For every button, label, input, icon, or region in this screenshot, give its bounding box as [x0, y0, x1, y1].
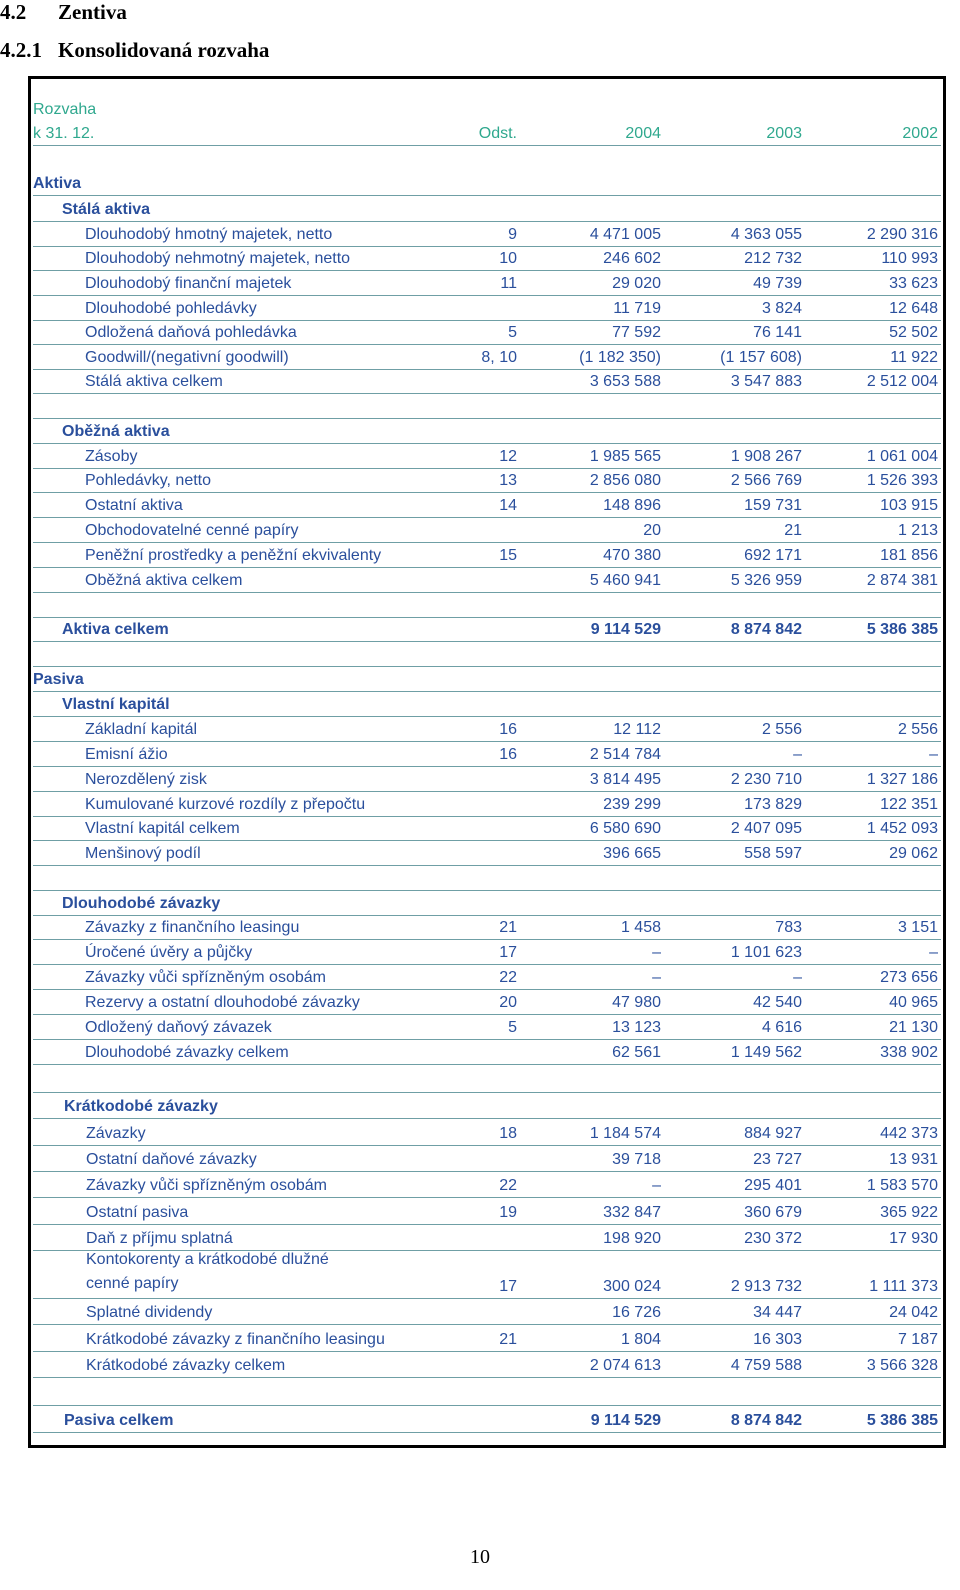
row-value-2002: 273 656 [880, 969, 938, 986]
table-row [33, 988, 941, 1015]
section-number: 4.2 [0, 0, 27, 24]
row-value-2002: 12 648 [889, 300, 938, 317]
row-value-2002: 29 062 [889, 845, 938, 862]
row-value-2003: 884 927 [744, 1125, 802, 1142]
row-note: 14 [499, 497, 517, 514]
row-value-2003: 16 303 [753, 1331, 802, 1348]
table-row [33, 294, 941, 321]
row-value-2002: 1 327 186 [866, 771, 938, 788]
row-value-2002: 1 111 373 [869, 1278, 938, 1295]
row-label: Goodwill/(negativní goodwill) [85, 349, 289, 366]
row-label: Závazky vůči spřízněným osobám [86, 1177, 327, 1194]
row-value-2004: 1 184 574 [589, 1125, 661, 1142]
table-title-row [33, 99, 941, 121]
row-value-2004: 3 814 495 [589, 771, 661, 788]
row-label: Emisní ážio [85, 746, 168, 763]
section-row-pasiva [33, 665, 941, 692]
row-value-2003: 4 363 055 [730, 226, 802, 243]
row-label: Aktiva [33, 175, 82, 192]
row-value-2003: 783 [775, 919, 802, 936]
row-value-2002: 17 930 [889, 1230, 938, 1247]
row-value-2003: 2 556 [761, 721, 802, 738]
row-label: Pasiva celkem [64, 1412, 174, 1429]
row-value-2004: 246 602 [603, 250, 661, 267]
row-value-2003: 159 731 [744, 497, 802, 514]
row-value-2002: 7 187 [897, 1331, 938, 1348]
row-note: 15 [499, 547, 517, 564]
row-value-2002: 13 931 [889, 1151, 938, 1168]
table-row [33, 839, 941, 866]
row-value-2002: 5 386 385 [866, 1412, 938, 1429]
row-value-2002: 1 526 393 [866, 472, 938, 489]
row-value-2004: 4 471 005 [589, 226, 661, 243]
table-row [33, 1250, 941, 1299]
table-row [33, 1224, 941, 1251]
row-value-2004: 47 980 [612, 994, 661, 1011]
row-value-2004: 5 460 941 [589, 572, 661, 589]
table-row [33, 938, 941, 965]
row-value-2003: 2 230 710 [730, 771, 802, 788]
spacer-row [33, 392, 941, 419]
row-value-2002: 1 452 093 [866, 820, 938, 837]
table-row [33, 1171, 941, 1198]
row-value-2003: 5 326 959 [730, 572, 802, 589]
section-heading [0, 0, 127, 25]
row-value-2002: 21 130 [889, 1019, 938, 1036]
row-value-2002: 103 915 [880, 497, 938, 514]
spacer-row [33, 591, 941, 618]
row-value-2003: 1 908 267 [730, 448, 802, 465]
spacer-row [33, 640, 941, 667]
row-value-2002: 365 922 [880, 1204, 938, 1221]
table-row [33, 715, 941, 742]
row-label-line1: Kontokorenty a krátkodobé dlužné [86, 1251, 329, 1268]
row-value-2003: 3 824 [761, 300, 802, 317]
row-value-2003: 360 679 [744, 1204, 802, 1221]
row-value-2002: 52 502 [889, 324, 938, 341]
subtotal-row [33, 1038, 941, 1065]
row-value-2003: 2 913 732 [730, 1278, 802, 1295]
row-value-2002: 3 566 328 [866, 1357, 938, 1374]
row-label: Stálá aktiva [62, 201, 151, 218]
row-note: 18 [499, 1125, 517, 1142]
row-note: 17 [499, 1278, 517, 1295]
subsection-heading [0, 38, 269, 63]
page-number: 10 [470, 1546, 490, 1568]
row-label: Ostatní aktiva [85, 497, 183, 514]
row-value-2002: 2 556 [897, 721, 938, 738]
row-value-2003: 4 759 588 [730, 1357, 802, 1374]
row-note: 11 [500, 275, 517, 292]
table-row [33, 1013, 941, 1040]
row-label: Krátkodobé závazky celkem [86, 1357, 286, 1374]
row-value-2002: 5 386 385 [866, 621, 938, 638]
row-label: Dlouhodobé pohledávky [85, 300, 257, 317]
row-note: 16 [499, 746, 517, 763]
table-row [33, 244, 941, 271]
row-value-2004: 16 726 [612, 1304, 661, 1321]
row-value-2002: 181 856 [880, 547, 938, 564]
row-label: Splatné dividendy [86, 1304, 213, 1321]
row-label: Závazky vůči spřízněným osobám [85, 969, 326, 986]
table-row [33, 1198, 941, 1225]
row-value-2004: 332 847 [603, 1204, 661, 1221]
row-value-2004: 20 [643, 522, 661, 539]
table-date-label: k 31. 12. [33, 125, 95, 142]
row-note: 5 [508, 324, 517, 341]
row-value-2004: 62 561 [612, 1044, 661, 1061]
row-label: Dlouhodobý nehmotný majetek, netto [85, 250, 351, 267]
table-row [33, 541, 941, 568]
row-value-2003: 34 447 [753, 1304, 802, 1321]
row-value-2003: 212 732 [744, 250, 802, 267]
row-note: 13 [499, 472, 517, 489]
row-label: Vlastní kapitál celkem [85, 820, 240, 837]
row-note: 8, 10 [481, 349, 517, 366]
row-value-2002: 33 623 [889, 275, 938, 292]
table-row [33, 1298, 941, 1325]
total-row-pasiva [33, 1405, 941, 1433]
row-value-2002: 11 922 [890, 349, 938, 366]
row-label: Pasiva [33, 671, 84, 688]
row-value-2004: 29 020 [612, 275, 661, 292]
row-value-2003: 230 372 [744, 1230, 802, 1247]
row-value-2003: 2 566 769 [730, 472, 802, 489]
row-value-2004: (1 182 350) [579, 349, 661, 366]
row-value-2002: 1 213 [897, 522, 938, 539]
row-value-2004: 148 896 [603, 497, 661, 514]
row-value-2003: 49 739 [753, 275, 802, 292]
row-value-2004: 1 458 [620, 919, 661, 936]
table-row [33, 963, 941, 990]
row-note: 20 [499, 994, 517, 1011]
row-value-2003: 8 874 842 [730, 1412, 802, 1429]
row-label: Ostatní pasiva [86, 1204, 189, 1221]
row-value-2002: 2 512 004 [866, 373, 938, 390]
table-row [33, 516, 941, 543]
row-note: 16 [499, 721, 517, 738]
row-label: Aktiva celkem [62, 621, 169, 638]
row-label: Odložený daňový závazek [85, 1019, 272, 1036]
group-row-kratkodobe-zavazky [33, 1092, 941, 1119]
row-note: 9 [508, 226, 517, 243]
row-note: 19 [499, 1204, 517, 1221]
row-value-2004: 1 985 565 [589, 448, 661, 465]
row-note: 21 [499, 919, 517, 936]
row-value-2004: 77 592 [612, 324, 661, 341]
row-label: Obchodovatelné cenné papíry [85, 522, 299, 539]
row-value-2003: 173 829 [744, 796, 802, 813]
row-value-2002: – [929, 746, 938, 763]
row-note: 22 [499, 969, 517, 986]
row-value-2003: 8 874 842 [730, 621, 802, 638]
table-row [33, 1145, 941, 1172]
table-row [33, 765, 941, 792]
row-label: Peněžní prostředky a peněžní ekvivalenty [85, 547, 382, 564]
section-title: Zentiva [58, 0, 127, 24]
row-value-2003: 23 727 [753, 1151, 802, 1168]
row-value-2004: 11 719 [613, 300, 661, 317]
row-label: Krátkodobé závazky z finančního leasingu [86, 1331, 385, 1348]
row-label: Úročené úvěry a půjčky [85, 944, 253, 961]
row-value-2004: 239 299 [603, 796, 661, 813]
row-value-2004: 3 653 588 [589, 373, 661, 390]
row-value-2003: 3 547 883 [730, 373, 802, 390]
group-row-vlastni-kapital [33, 690, 941, 717]
row-value-2002: 24 042 [889, 1304, 938, 1321]
row-value-2004: 13 123 [612, 1019, 661, 1036]
row-value-2004: 396 665 [603, 845, 661, 862]
row-value-2002: 2 290 316 [866, 226, 938, 243]
row-label: Daň z příjmu splatná [86, 1230, 233, 1247]
row-value-2004: – [652, 969, 661, 986]
row-value-2003: 2 407 095 [730, 820, 802, 837]
subsection-number: 4.2.1 [0, 38, 42, 62]
row-value-2002: 442 373 [880, 1125, 938, 1142]
header-year-2004: 2004 [625, 125, 661, 142]
row-label: Oběžná aktiva [62, 423, 170, 440]
row-value-2004: 2 856 080 [589, 472, 661, 489]
row-label: Závazky z finančního leasingu [85, 919, 300, 936]
row-value-2004: 470 380 [603, 547, 661, 564]
row-label: Stálá aktiva celkem [85, 373, 223, 390]
row-label: Dlouhodobé závazky [62, 895, 221, 912]
row-note: 22 [499, 1177, 517, 1194]
row-value-2003: (1 157 608) [720, 349, 802, 366]
subsection-title: Konsolidovaná rozvaha [58, 38, 270, 62]
subtotal-row [33, 814, 941, 841]
balance-sheet-table [28, 76, 946, 1448]
section-row-aktiva [33, 169, 941, 196]
row-value-2004: 2 074 613 [589, 1357, 661, 1374]
row-label: Oběžná aktiva celkem [85, 572, 243, 589]
row-value-2004: 2 514 784 [589, 746, 661, 763]
subtotal-row [33, 566, 941, 593]
row-value-2003: 558 597 [744, 845, 802, 862]
row-value-2002: – [929, 944, 938, 961]
row-label: Ostatní daňové závazky [86, 1151, 257, 1168]
table-row [33, 442, 941, 469]
row-label-line2: cenné papíry [86, 1275, 179, 1292]
row-value-2003: 4 616 [761, 1019, 802, 1036]
row-value-2003: 295 401 [744, 1177, 802, 1194]
row-value-2004: 6 580 690 [589, 820, 661, 837]
row-value-2004: 1 804 [620, 1331, 661, 1348]
row-value-2002: 40 965 [889, 994, 938, 1011]
header-note-col: Odst. [478, 125, 517, 142]
row-label: Kumulované kurzové rozdíly z přepočtu [85, 796, 366, 813]
spacer-row [33, 1377, 941, 1406]
row-value-2002: 2 874 381 [866, 572, 938, 589]
row-label: Menšinový podíl [85, 845, 201, 862]
row-value-2004: 9 114 529 [590, 621, 661, 638]
table-row [33, 269, 941, 296]
row-value-2004: 39 718 [612, 1151, 661, 1168]
table-row [33, 1325, 941, 1352]
row-value-2002: 122 351 [880, 796, 938, 813]
table-header-row [33, 121, 941, 146]
group-row-dlouhodobe-zavazky [33, 889, 941, 916]
total-row-aktiva [33, 615, 941, 642]
row-value-2003: – [793, 746, 802, 763]
subtotal-row [33, 1351, 941, 1378]
row-value-2002: 1 583 570 [866, 1177, 938, 1194]
row-label: Dlouhodobé závazky celkem [85, 1044, 289, 1061]
spacer-row [33, 864, 941, 891]
row-value-2003: 42 540 [753, 994, 802, 1011]
table-row [33, 740, 941, 767]
row-value-2004: – [652, 944, 661, 961]
row-value-2004: 300 024 [603, 1278, 661, 1295]
row-value-2002: 1 061 004 [866, 448, 938, 465]
header-year-2002: 2002 [902, 125, 938, 142]
group-row-stala-aktiva [33, 195, 941, 222]
table-row [33, 343, 941, 370]
table-row [33, 466, 941, 493]
row-value-2002: 338 902 [880, 1044, 938, 1061]
row-value-2004: – [652, 1177, 661, 1194]
header-year-2003: 2003 [766, 125, 802, 142]
row-note: 5 [508, 1019, 517, 1036]
row-label: Vlastní kapitál [62, 696, 170, 713]
subtotal-row [33, 367, 941, 394]
row-label: Dlouhodobý hmotný majetek, netto [85, 226, 333, 243]
row-label: Nerozdělený zisk [85, 771, 207, 788]
row-value-2003: 21 [784, 522, 802, 539]
row-value-2004: 198 920 [603, 1230, 661, 1247]
row-note: 12 [499, 448, 517, 465]
row-value-2002: 110 993 [881, 250, 938, 267]
row-label: Odložená daňová pohledávka [85, 324, 297, 341]
table-row [33, 913, 941, 940]
row-label-two-line [33, 1248, 329, 1296]
row-label: Dlouhodobý finanční majetek [85, 275, 292, 292]
row-label: Základní kapitál [85, 721, 198, 738]
table-title: Rozvaha [33, 101, 97, 118]
row-label: Rezervy a ostatní dlouhodobé závazky [85, 994, 360, 1011]
table-row [33, 790, 941, 817]
row-value-2003: 1 149 562 [730, 1044, 802, 1061]
table-row [33, 1119, 941, 1146]
row-label: Pohledávky, netto [85, 472, 212, 489]
group-row-obezna-aktiva [33, 417, 941, 444]
row-label: Závazky [86, 1125, 146, 1142]
spacer-row [33, 1064, 941, 1093]
row-value-2002: 3 151 [897, 919, 938, 936]
table-row [33, 318, 941, 345]
row-label: Zásoby [85, 448, 138, 465]
row-label: Krátkodobé závazky [64, 1098, 218, 1115]
row-value-2004: 12 112 [613, 721, 661, 738]
table-row [33, 220, 941, 247]
row-value-2004: 9 114 529 [590, 1412, 661, 1429]
row-value-2003: 76 141 [753, 324, 802, 341]
row-note: 10 [499, 250, 517, 267]
row-value-2003: – [793, 969, 802, 986]
row-value-2003: 692 171 [744, 547, 802, 564]
row-note: 17 [499, 944, 517, 961]
table-row [33, 491, 941, 518]
row-note: 21 [499, 1331, 517, 1348]
row-value-2003: 1 101 623 [730, 944, 802, 961]
